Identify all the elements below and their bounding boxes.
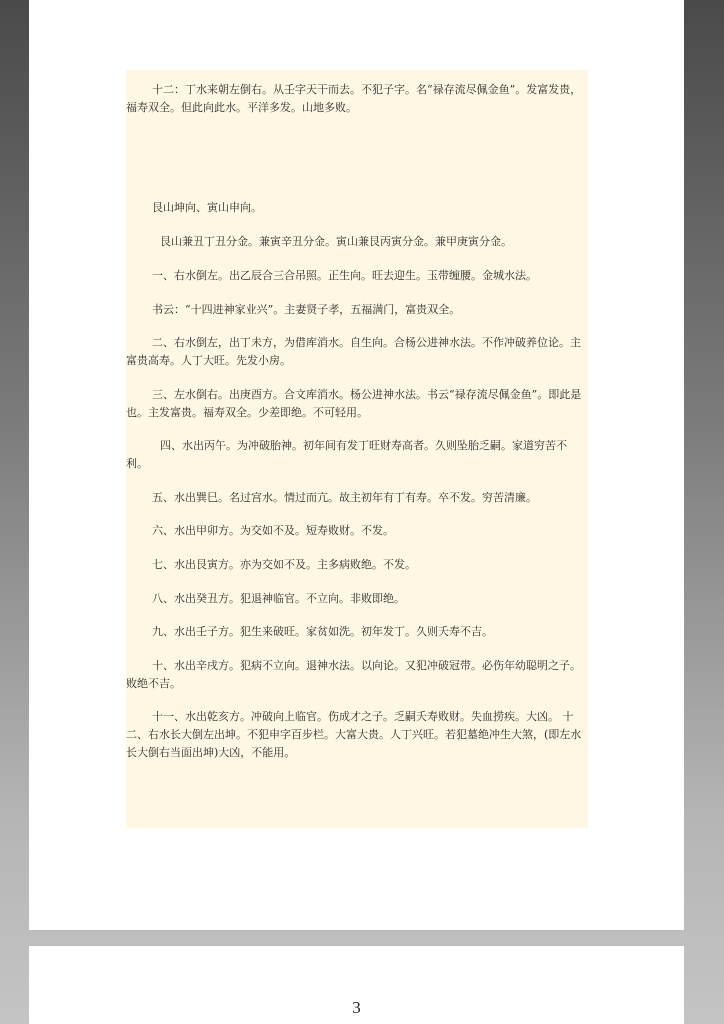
paragraph-2: 艮山坤向、寅山申向。 xyxy=(152,201,262,214)
paragraph-8: 四、水出丙午。为冲破胎神。初年间有发丁旺财寿高者。久则坠胎乏嗣。家道穷苦不利。 xyxy=(126,439,567,470)
next-page xyxy=(29,946,684,1024)
document-page xyxy=(29,0,684,930)
paragraph-9: 五、水出巽巳。名过宫水。情过而亢。故主初年有丁有寿。卒不发。穷苦清廉。 xyxy=(152,491,537,504)
paragraph-1: 十二：丁水来朝左倒右。从壬字天干而去。不犯子字。名“禄存流尽佩金鱼”。发富发贵，福寿双全。但此向此水。平洋多发。山地多败。 xyxy=(126,83,582,114)
paragraph-13: 九、水出壬子方。犯生来破旺。家贫如洗。初年发丁。久则夭寿不吉。 xyxy=(152,625,493,638)
paragraph-10: 六、水出甲卯方。为交如不及。短寿败财。不发。 xyxy=(152,524,394,537)
paragraph-4: 一、右水倒左。出乙辰合三合吊照。正生向。旺去迎生。玉带缠腰。金城水法。 xyxy=(152,269,537,282)
paragraph-15: 十一、水出乾亥方。冲破向上临官。伤成才之子。乏嗣夭寿败财。失血捞疾。大凶。 十二、右水长大倒左出坤。不犯申字百步栏。大富大贵。人丁兴旺。若犯墓绝冲生大煞，(即左水长大倒右当面出坤)大凶，不能用。 xyxy=(126,710,582,759)
page-number: 3 xyxy=(352,998,361,1017)
paragraph-7: 三、左水倒右。出庚酉方。合文库消水。杨公进神水法。书云“禄存流尽佩金鱼”。即此是也。主发富贵。福寿双全。少差即绝。不可轻用。 xyxy=(126,388,582,419)
paragraph-12: 八、水出癸丑方。犯退神临官。不立向。非败即绝。 xyxy=(152,592,405,605)
paragraph-5: 书云：“十四进神家业兴”。主妻贤子孝，五福满门，富贵双全。 xyxy=(152,303,461,316)
text-block xyxy=(126,70,588,828)
paragraph-11: 七、水出艮寅方。亦为交如不及。主多病败绝。不发。 xyxy=(152,558,416,571)
paragraph-14: 十、水出辛戌方。犯病不立向。退神水法。以向论。又犯冲破冠带。必伤年幼聪明之子。败绝不吉。 xyxy=(126,659,581,690)
paragraph-6: 二、右水倒左，出丁未方，为借库消水。自生向。合杨公进神水法。不作冲破养位论。主富贵高寿。人丁大旺。先发小房。 xyxy=(126,336,581,367)
paragraph-3: 艮山兼丑丁丑分金。兼寅辛丑分金。寅山兼艮丙寅分金。兼甲庚寅分金。 xyxy=(160,235,512,248)
